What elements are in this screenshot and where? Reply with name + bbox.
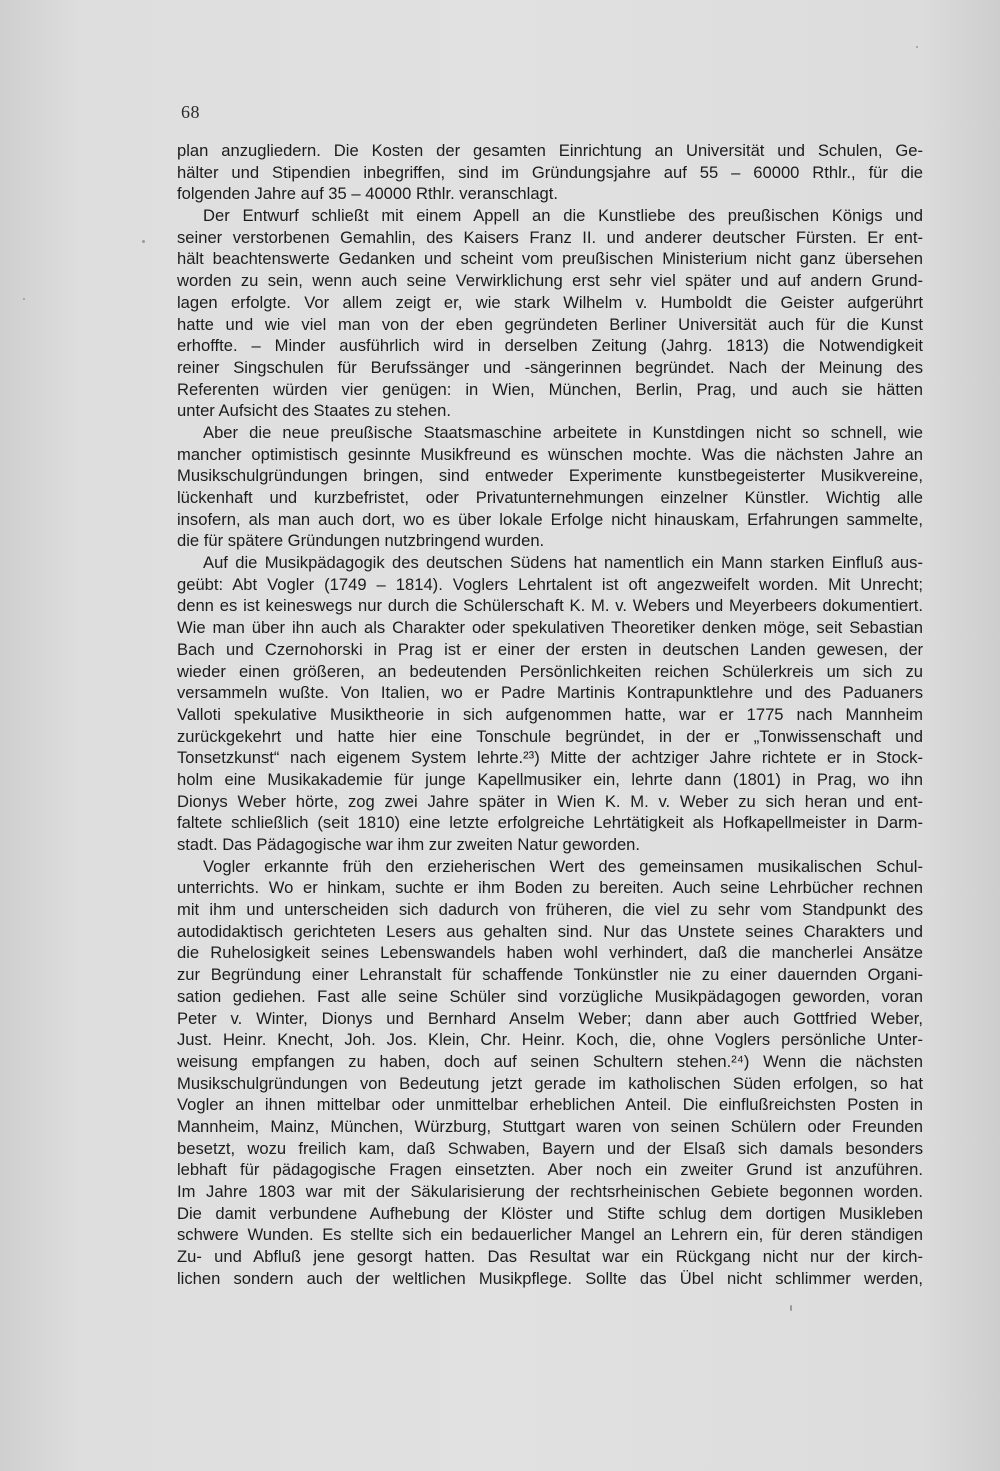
text-line: Bach und Czernohorski in Prag ist er einer der ersten in deutschen Landen gewesen, der [177, 639, 923, 659]
text-line: hälter und Stipendien inbegriffen, sind im Gründungsjahre auf 55 – 60000 Rthlr., für die [177, 162, 923, 182]
paper-speck [916, 46, 918, 48]
text-line: Just. Heinr. Knecht, Joh. Jos. Klein, Chr. Heinr. Koch, die, ohne Voglers persönliche Unter- [177, 1030, 923, 1050]
text-line: Dionys Weber hörte, zog zwei Jahre später in Wien K. M. v. Weber zu sich heran und ent- [177, 791, 923, 811]
text-line: geübt: Abt Vogler (1749 – 1814). Voglers Lehrtalent ist oft angezweifelt worden. Mit Unrecht; [177, 574, 923, 594]
text-line: Mannheim, Mainz, München, Würzburg, Stuttgart waren von seinen Schülern oder Freunden [177, 1116, 923, 1136]
text-line: versammeln wußte. Von Italien, wo er Padre Martinis Kontrapunktlehre und des Paduaners [177, 683, 923, 703]
text-line: autodidaktisch gerichteten Lesers aus gehalten sind. Nur das Unstete seines Charakters und [177, 921, 923, 941]
text-line: faltete schließlich (seit 1810) eine letzte erfolgreiche Lehrtätigkeit als Hofkapellmeister in Darm- [177, 813, 923, 833]
text-line: stadt. Das Pädagogische war ihm zur zweiten Natur geworden. [177, 835, 641, 854]
text-line: Zu- und Abfluß jene gesorgt hatten. Das Resultat war ein Rückgang nicht nur der kirch- [177, 1247, 923, 1267]
text-line: Referenten würden vier genügen: in Wien, München, Berlin, Prag, und auch sie hätten [177, 379, 923, 399]
text-line: lichen sondern auch der weltlichen Musikpflege. Sollte das Übel nicht schlimmer werden, [177, 1268, 923, 1288]
text-line: weisung empfangen zu haben, doch auf seinen Schultern stehen.²⁴) Wenn die nächsten [177, 1051, 923, 1071]
text-line: unter Aufsicht des Staates zu stehen. [177, 401, 451, 421]
text-line: besetzt, wozu freilich kam, daß Schwaben, Bayern und der Elsaß sich damals besonders [177, 1138, 923, 1158]
text-line: Der Entwurf schließt mit einem Appell an die Kunstliebe des preußischen Königs und [203, 206, 923, 226]
text-line: unterrichts. Wo er hinkam, suchte er ihm Boden zu bereiten. Auch seine Lehrbücher rechnen [177, 878, 923, 898]
paper-speck [790, 1305, 792, 1311]
text-line: mit ihm und unterscheiden sich dadurch von früheren, die viel zu sehr vom Standpunkt des [177, 900, 923, 920]
text-line: Musikschulgründungen bringen, sind entweder Experimente kunstbegeisterter Musikvereine, [177, 466, 923, 486]
text-line: sation gediehen. Fast alle seine Schüler sind vorzügliche Musikpädagogen geworden, voran [177, 986, 923, 1006]
text-line: Im Jahre 1803 war mit der Säkularisierung der rechtsrheinischen Gebiete begonnen worden. [177, 1182, 923, 1201]
text-line: lebhaft für pädagogische Fragen einsetzten. Aber noch ein zweiter Grund ist anzuführen. [177, 1160, 923, 1180]
text-line: zurückgekehrt und hatte hier eine Tonschule begründet, in der er „Tonwissenschaft und [177, 726, 923, 746]
text-line: wieder einen größeren, an bedeutenden Persönlichkeiten reichen Schülerkreis um sich zu [177, 661, 923, 681]
text-line: holm eine Musikakademie für junge Kapellmusiker ein, lehrte dann (1801) in Prag, wo ihn [177, 769, 923, 789]
text-line: denn es ist keineswegs nur durch die Schülerschaft K. M. v. Webers und Meyerbeers dokumentiert. [177, 596, 923, 616]
text-line: lückenhaft und kurzbefristet, oder Privatunternehmungen einzelner Künstler. Wichtig alle [177, 488, 923, 507]
paper-speck [23, 298, 25, 300]
body-text [177, 140, 923, 1289]
text-line: mancher optimistisch gesinnte Musikfreund es wünschen mochte. Was die nächsten Jahre an [177, 444, 923, 464]
text-line: seiner verstorbenen Gemahlin, des Kaisers Franz II. und anderer deutscher Fürsten. Er ent- [177, 227, 923, 247]
text-line: Peter v. Winter, Dionys und Bernhard Anselm Weber; dann aber auch Gottfried Weber, [177, 1008, 923, 1028]
paper-speck [142, 240, 145, 243]
text-line: hatte und wie viel man von der eben gegründeten Berliner Universität auch für die Kunst [177, 314, 923, 334]
text-line: zur Begründung einer Lehranstalt für schaffende Tonkünstler nie zu einer dauernden Organi- [177, 965, 923, 985]
text-line: erhoffte. – Minder ausführlich wird in derselben Zeitung (Jahrg. 1813) die Notwendigkeit [177, 336, 923, 356]
text-line: Aber die neue preußische Staatsmaschine arbeitete in Kunstdingen nicht so schnell, wie [203, 422, 923, 442]
text-line: plan anzugliedern. Die Kosten der gesamten Einrichtung an Universität und Schulen, Ge- [177, 141, 923, 160]
text-line: reiner Singschulen für Berufssänger und -sängerinnen begründet. Nach der Meinung des [177, 357, 923, 377]
text-line: lagen erfolgte. Vor allem zeigt er, wie stark Wilhelm v. Humboldt die Geister aufgerührt [177, 292, 923, 312]
text-line: Musikschulgründungen von Bedeutung jetzt gerade im katholischen Süden erfolgen, so hat [177, 1073, 923, 1093]
page-number: 68 [181, 102, 200, 122]
text-line: Die damit verbundene Aufhebung der Klöster und Stifte schlug dem dortigen Musikleben [177, 1203, 923, 1223]
text-line: hält beachtenswerte Gedanken und scheint vom preußischen Ministerium nicht ganz übersehen [177, 249, 923, 269]
text-line: Vogler erkannte früh den erzieherischen Wert des gemeinsamen musikalischen Schul- [203, 856, 923, 876]
text-line: Auf die Musikpädagogik des deutschen Südens hat namentlich ein Mann starken Einfluß aus- [203, 553, 923, 573]
text-line: folgenden Jahre auf 35 – 40000 Rthlr. veranschlagt. [177, 184, 558, 204]
text-line: Valloti spekulative Musiktheorie in sich aufgenommen hatte, war er 1775 nach Mannheim [177, 704, 923, 724]
text-line: die für spätere Gründungen nutzbringend wurden. [177, 531, 545, 551]
text-line: schwere Wunden. Es stellte sich ein bedauerlicher Mangel an Lehrern ein, für deren ständigen [177, 1225, 923, 1245]
text-line: Vogler an ihnen mittelbar oder unmittelbar erheblichen Anteil. Die einflußreichsten Posten in [177, 1095, 923, 1115]
text-line: Tonsetzkunst“ nach eigenem System lehrte.²³) Mitte der achtziger Jahre richtete er in Stock- [177, 748, 923, 768]
text-line: die Ruhelosigkeit seines Lebenswandels haben wohl verhindert, daß die mancherlei Ansätze [177, 943, 923, 963]
text-line: worden zu sein, wenn auch seine Verwirklichung erst sehr viel später und auf andern Grund- [177, 271, 923, 291]
text-line: Wie man über ihn auch als Charakter oder spekulativen Theoretiker denken möge, seit Sebastian [177, 618, 923, 638]
text-line: insofern, als man auch dort, wo es über lokale Erfolge nicht hinauskam, Erfahrungen sammelte, [177, 509, 923, 529]
